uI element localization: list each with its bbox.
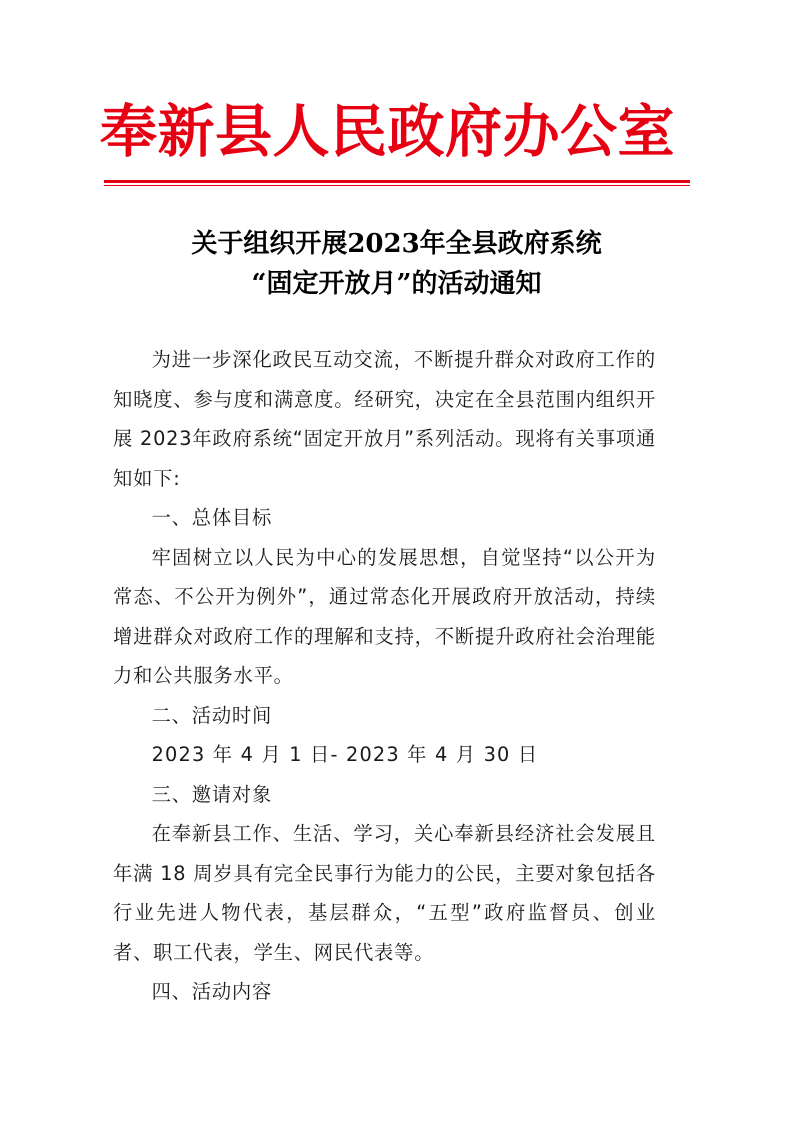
document-title-line-2: “固定开放月”的活动通知 — [251, 269, 542, 299]
agency-header: 奉新县人民政府办公室 — [100, 98, 675, 165]
section-heading-content: 四、活动内容 — [151, 980, 273, 1003]
header-red-rule-thin — [104, 185, 690, 186]
document-title — [100, 224, 693, 304]
section-text-invitees: 在奉新县工作、生活、学习，关心奉新县经济社会发展且年满 18 周岁具有完全民事行为能力的公民，主要对象包括各行业先进人物代表，基层群众，“五型”政府监督员、创业者、职工代表，学生、网民代表等。 — [113, 822, 656, 964]
section-heading-invitees: 三、邀请对象 — [151, 782, 273, 806]
section-heading-goals: 一、总体目标 — [151, 506, 273, 529]
intro-paragraph: 为进一步深化政民互动交流，不断提升群众对政府工作的知晓度、参与度和满意度。经研究，决定在全县范围内组织开展 2023年政府系统“固定开放月”系列活动。现将有关事项通知如下: — [113, 348, 656, 490]
section-text-time: 2023 年 4 月 1 日- 2023 年 4 月 30 日 — [151, 743, 539, 766]
section-heading-time: 二、活动时间 — [151, 703, 273, 727]
header-red-rule-thick — [104, 180, 690, 183]
document-body — [113, 340, 656, 1012]
section-text-goals: 牢固树立以人民为中心的发展思想，自觉坚持“以公开为常态、不公开为例外”，通过常态化开展政府开放活动，持续增进群众对政府工作的理解和支持，不断提升政府社会治理能力和公共服务水平。 — [113, 545, 656, 687]
document-title-line-1: 关于组织开展2023年全县政府系统 — [191, 229, 602, 259]
